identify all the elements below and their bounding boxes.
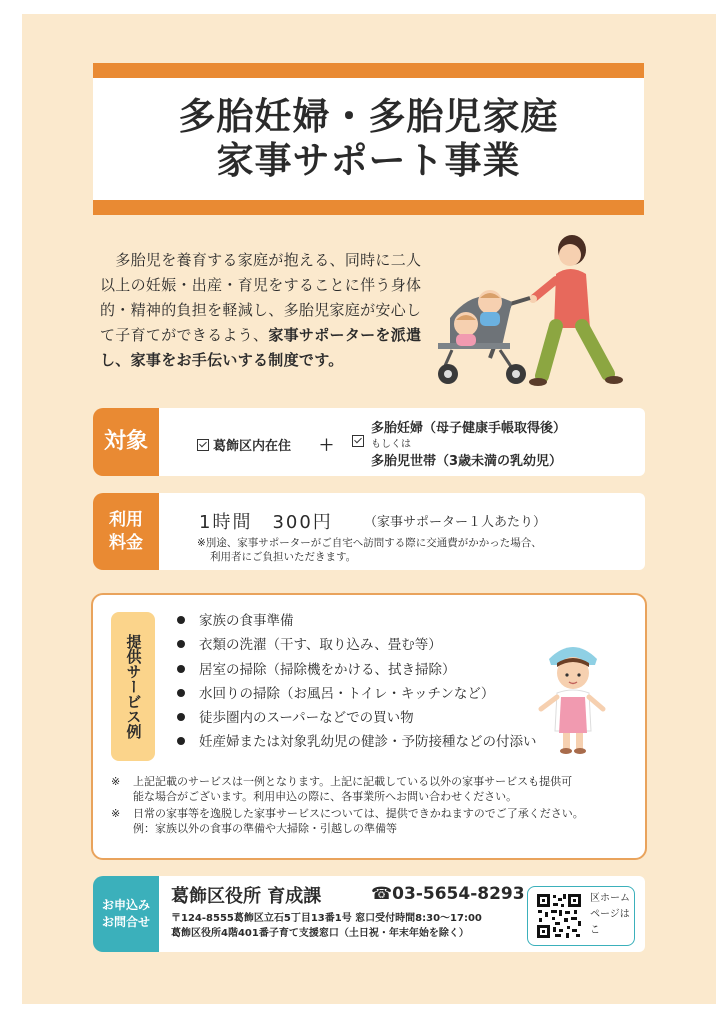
checkbox-icon — [197, 439, 209, 451]
contact-window-line: 葛飾区役所4階401番子育て支援窓口（土日祝・年末年始を除く） — [171, 928, 469, 939]
qr-caption: 区ホームページはこ — [590, 893, 630, 936]
checkbox-icon — [352, 435, 364, 447]
list-item-text: 衣類の洗濯（干す、取り込み、畳む等） — [199, 637, 442, 654]
intro-text-bold: 家事サポーターを派遣 — [268, 326, 422, 344]
condition-or: もしくは — [371, 439, 411, 450]
contact-address — [171, 911, 482, 941]
list-item-text: 家族の食事準備 — [199, 613, 294, 629]
contact-label — [93, 876, 159, 952]
contact-label-text — [102, 897, 150, 931]
condition-residence — [197, 435, 291, 454]
fee-note — [197, 536, 542, 564]
plus-sign: ＋ — [319, 436, 335, 454]
fee-label-line-2: 料金 — [109, 533, 143, 553]
contact-label-line-1: お申込み — [101, 898, 150, 912]
target-body — [159, 408, 645, 476]
contact-label-line-2: お問合せ — [101, 915, 150, 929]
target-label: 対象 — [93, 408, 159, 476]
list-item — [177, 706, 537, 730]
list-item — [177, 609, 537, 633]
note-mark: ※ — [111, 807, 121, 820]
list-item — [177, 682, 537, 706]
intro-paragraph — [100, 248, 445, 373]
qr-code-icon[interactable] — [536, 893, 582, 939]
bullet-dot-icon — [177, 737, 185, 745]
fee-amount: 1時間 300円 — [199, 512, 333, 533]
title-top-bar — [93, 63, 644, 78]
condition-household: 多胎児世帯（3歳未満の乳幼児） — [371, 454, 563, 469]
list-item-text: 水回りの掃除（お風呂・トイレ・キッチンなど） — [199, 685, 495, 702]
note-line: 上記記載のサービスは一例となります。上記に記載している以外の家事サービスも提供可 — [133, 775, 573, 788]
intro-text: 多胎児を養育する家庭が抱える、同時に二人 — [115, 251, 422, 269]
housekeeper-illustration — [533, 635, 613, 755]
note-line: 例：家族以外の食事の準備や大掃除・引越しの準備等 — [133, 821, 397, 835]
title-box — [93, 78, 644, 200]
bullet-dot-icon — [177, 665, 185, 673]
fee-per-supporter: （家事サポーター１人あたり） — [364, 515, 547, 530]
services-tag: 提供サービス例 — [111, 612, 155, 761]
contact-body — [159, 876, 645, 952]
intro-line — [100, 248, 445, 273]
list-item-text: 徒歩圏内のスーパーなどでの買い物 — [199, 710, 414, 727]
services-notes — [111, 775, 584, 839]
stroller-mother-illustration — [430, 228, 630, 393]
title-line-1: 多胎妊婦・多胎児家庭 — [178, 95, 559, 138]
contact-phone[interactable]: ☎03-5654-8293 — [371, 884, 525, 904]
note-text — [133, 807, 584, 836]
title-bottom-bar — [93, 200, 644, 215]
title-line-2: 家事サポート事業 — [216, 139, 521, 182]
note-text — [133, 775, 572, 804]
bullet-dot-icon — [177, 689, 185, 697]
fee-note-line: ※別途、家事サポーターがご自宅へ訪問する際に交通費がかかった場合、 — [197, 537, 542, 549]
qr-box[interactable] — [527, 886, 635, 946]
list-item — [177, 730, 537, 754]
note-line: 能な場合がございます。利用申込の際に、各事業所へお問い合わせください。 — [133, 789, 518, 803]
condition-checkbox — [352, 435, 368, 450]
bullet-dot-icon — [177, 640, 185, 648]
bullet-dot-icon — [177, 713, 185, 721]
contact-department: 葛飾区役所 育成課 — [171, 886, 322, 907]
contact-address-line: 〒124-8555葛飾区立石5丁目13番1号 窓口受付時間8:30～17:00 — [171, 913, 482, 924]
list-item-text: 妊産婦または対象乳幼児の健診・予防接種などの付添い — [199, 734, 537, 751]
intro-line: 的・精神的負担を軽減し、多胎児家庭が安心し — [100, 301, 422, 319]
fee-label-line-1: 利用 — [109, 510, 143, 530]
note-item — [111, 807, 584, 836]
bullet-dot-icon — [177, 616, 185, 624]
intro-line: 以上の妊娠・出産・育児をすることに伴う身体 — [100, 276, 422, 294]
services-list — [177, 609, 537, 755]
note-mark: ※ — [111, 775, 121, 788]
list-item — [177, 658, 537, 682]
fee-label — [93, 493, 159, 570]
intro-line — [100, 323, 445, 348]
note-line: 日常の家事等を逸脱した家事サービスについては、提供できかねますのでご了承ください。 — [133, 807, 584, 820]
condition-pregnant: 多胎妊婦（母子健康手帳取得後） — [371, 421, 567, 436]
fee-note-line: 利用者にご負担いただきます。 — [210, 551, 357, 563]
fee-body — [159, 493, 645, 570]
note-item — [111, 775, 584, 804]
intro-line: し、家事をお手伝いする制度です。 — [100, 351, 344, 369]
condition-residence-text: 葛飾区内在住 — [213, 439, 292, 454]
intro-text: て子育てができるよう、 — [100, 326, 269, 344]
services-box — [91, 593, 647, 860]
list-item-text: 居室の掃除（掃除機をかける、拭き掃除） — [199, 661, 456, 678]
list-item — [177, 633, 537, 657]
